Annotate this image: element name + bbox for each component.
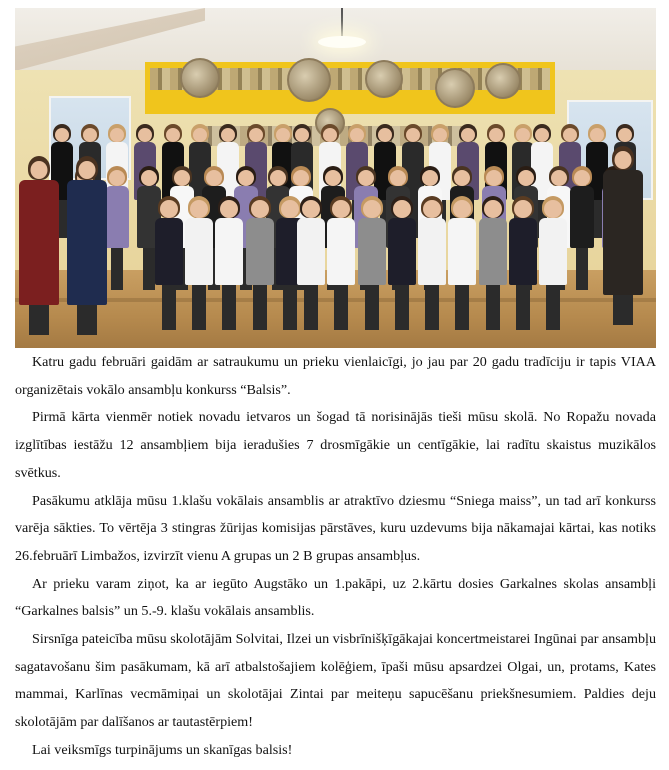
person-head (190, 200, 208, 218)
person-head (276, 128, 290, 142)
person-head (295, 128, 309, 142)
photo-wall-decoration (485, 63, 521, 99)
person-head (350, 128, 364, 142)
person-body (155, 218, 183, 285)
photo-person (155, 198, 183, 338)
person-legs (546, 285, 560, 330)
person-head (220, 200, 238, 218)
person-head (423, 200, 441, 218)
person-head (358, 170, 374, 186)
person-head (251, 200, 269, 218)
person-body (297, 218, 325, 285)
photo-ceiling-lamp (318, 36, 366, 48)
person-head (590, 128, 604, 142)
photo-person (327, 198, 355, 338)
person-head (393, 200, 411, 218)
person-legs (576, 248, 588, 290)
person-head (484, 200, 502, 218)
person-legs (455, 285, 469, 330)
person-head (83, 128, 97, 142)
person-head (514, 200, 532, 218)
person-head (535, 128, 549, 142)
person-body (388, 218, 416, 285)
photo-lamp-wire (341, 8, 343, 38)
person-head (79, 161, 96, 179)
person-legs (283, 285, 297, 330)
photo-wall-decoration (365, 60, 403, 98)
photo-wall-decoration (180, 58, 220, 98)
person-head (618, 128, 632, 142)
person-body (448, 218, 476, 285)
person-body (570, 186, 594, 248)
person-body (185, 218, 213, 285)
photo-person (246, 198, 274, 338)
person-head (160, 200, 178, 218)
person-head (166, 128, 180, 142)
person-head (110, 128, 124, 142)
person-legs (192, 285, 206, 330)
photo-person (509, 198, 537, 338)
person-head (270, 170, 286, 186)
photo-person (358, 198, 386, 338)
person-head (453, 200, 471, 218)
person-legs (162, 285, 176, 330)
person-legs (486, 285, 500, 330)
person-head (141, 170, 157, 186)
person-head (390, 170, 406, 186)
person-body (327, 218, 355, 285)
photo-person (479, 198, 507, 338)
person-legs (365, 285, 379, 330)
photo-person (448, 198, 476, 338)
article-paragraph: Lai veiksmīgs turpinājums un skanīgas balsis! (32, 741, 293, 758)
person-head (518, 170, 534, 186)
person-legs (253, 285, 267, 330)
person-legs (29, 305, 49, 335)
photo-person (19, 158, 59, 338)
person-head (109, 170, 125, 186)
person-legs (222, 285, 236, 330)
article-paragraph: Pirmā kārta vienmēr notiek novadu ietvaros un šogad tā norisinājās tieši mūsu skolā. No Ropažu novada izglītības iestāžu 12 ansambļiem bija ieradušies 7 drosmīgākie un centīgākie, lai radītu skaistus muzikālos svētkus. (15, 409, 656, 481)
person-body (19, 180, 59, 305)
person-body (509, 218, 537, 285)
person-body (418, 218, 446, 285)
person-head (31, 161, 48, 179)
person-head (422, 170, 438, 186)
person-legs (395, 285, 409, 330)
person-head (378, 128, 392, 142)
person-head (325, 170, 341, 186)
photo-wall-decoration (287, 58, 331, 102)
person-legs (77, 305, 97, 335)
photo-person (603, 148, 643, 328)
person-head (516, 128, 530, 142)
photo-person (570, 168, 594, 298)
photo-person (185, 198, 213, 338)
person-legs (516, 285, 530, 330)
person-head (574, 170, 590, 186)
person-legs (613, 295, 633, 325)
person-body (539, 218, 567, 285)
person-head (563, 128, 577, 142)
person-legs (334, 285, 348, 330)
person-body (358, 218, 386, 285)
person-head (433, 128, 447, 142)
person-head (551, 170, 567, 186)
article-text (15, 349, 656, 765)
person-head (55, 128, 69, 142)
person-body (215, 218, 243, 285)
photo-person (297, 198, 325, 338)
person-legs (425, 285, 439, 330)
person-head (238, 170, 254, 186)
person-head (174, 170, 190, 186)
photo-person (67, 158, 107, 338)
person-body (246, 218, 274, 285)
article-paragraph: Sirsnīga pateicība mūsu skolotājām Solvitai, Ilzei un visbrīnišķīgākajai koncertmeistarei Ingūnai par ansambļu sagatavošanu šim pasākumam, kā arī atbalstošajiem kolēģiem, īpaši mūsu apsardzei Olgai, un, protams, Kates mammai, Karlīnas vecmāmiņai un skolotājai Zintai par meiteņu sapucēšanu priekšnesumiem. Paldies deju skolotājām par dalīšanos ar tautastērpiem! (15, 631, 656, 731)
person-head (138, 128, 152, 142)
person-legs (304, 285, 318, 330)
person-legs (143, 248, 155, 290)
photo-person (388, 198, 416, 338)
person-head (221, 128, 235, 142)
person-head (206, 170, 222, 186)
article-paragraph: Katru gadu februāri gaidām ar satraukumu un prieku vienlaicīgi, jo jau par 20 gadu tradīciju ir tapis VIAA organizētais vokālo ansambļu konkurss “Balsis”. (15, 354, 656, 398)
photo-person (418, 198, 446, 338)
person-head (302, 200, 320, 218)
article-paragraph: Ar prieku varam ziņot, ka ar iegūto Augstāko un 1.pakāpi, uz 2.kārtu dosies Garkalnes skolas ansambļi “Garkalnes balsis” un 5.-9. klašu vokālais ansamblis. (15, 575, 656, 620)
person-head (454, 170, 470, 186)
person-head (323, 128, 337, 142)
person-legs (111, 248, 123, 290)
person-body (67, 180, 107, 305)
person-head (544, 200, 562, 218)
photo-person (539, 198, 567, 338)
person-head (293, 170, 309, 186)
article-paragraph: Pasākumu atklāja mūsu 1.klašu vokālais ansamblis ar atraktīvo dziesmu “Sniega maiss”, un tad arī konkurss varēja sākties. To vērtēja 3 stingras žūrijas komisijas pārstāves, kuru uzdevums bija nākamajai kārtai, kas notiks 26.februārī Limbažos, izvirzīt vienu A grupas un 2 B grupas ansambļus. (15, 492, 656, 564)
person-head (489, 128, 503, 142)
person-body (105, 186, 129, 248)
person-head (193, 128, 207, 142)
group-photo (15, 8, 656, 348)
person-head (406, 128, 420, 142)
photo-wall-decoration (435, 68, 475, 108)
person-head (332, 200, 350, 218)
photo-person (105, 168, 129, 298)
person-head (486, 170, 502, 186)
person-body (603, 170, 643, 295)
person-head (615, 151, 632, 169)
person-head (249, 128, 263, 142)
person-head (363, 200, 381, 218)
photo-person (215, 198, 243, 338)
person-body (479, 218, 507, 285)
person-head (461, 128, 475, 142)
